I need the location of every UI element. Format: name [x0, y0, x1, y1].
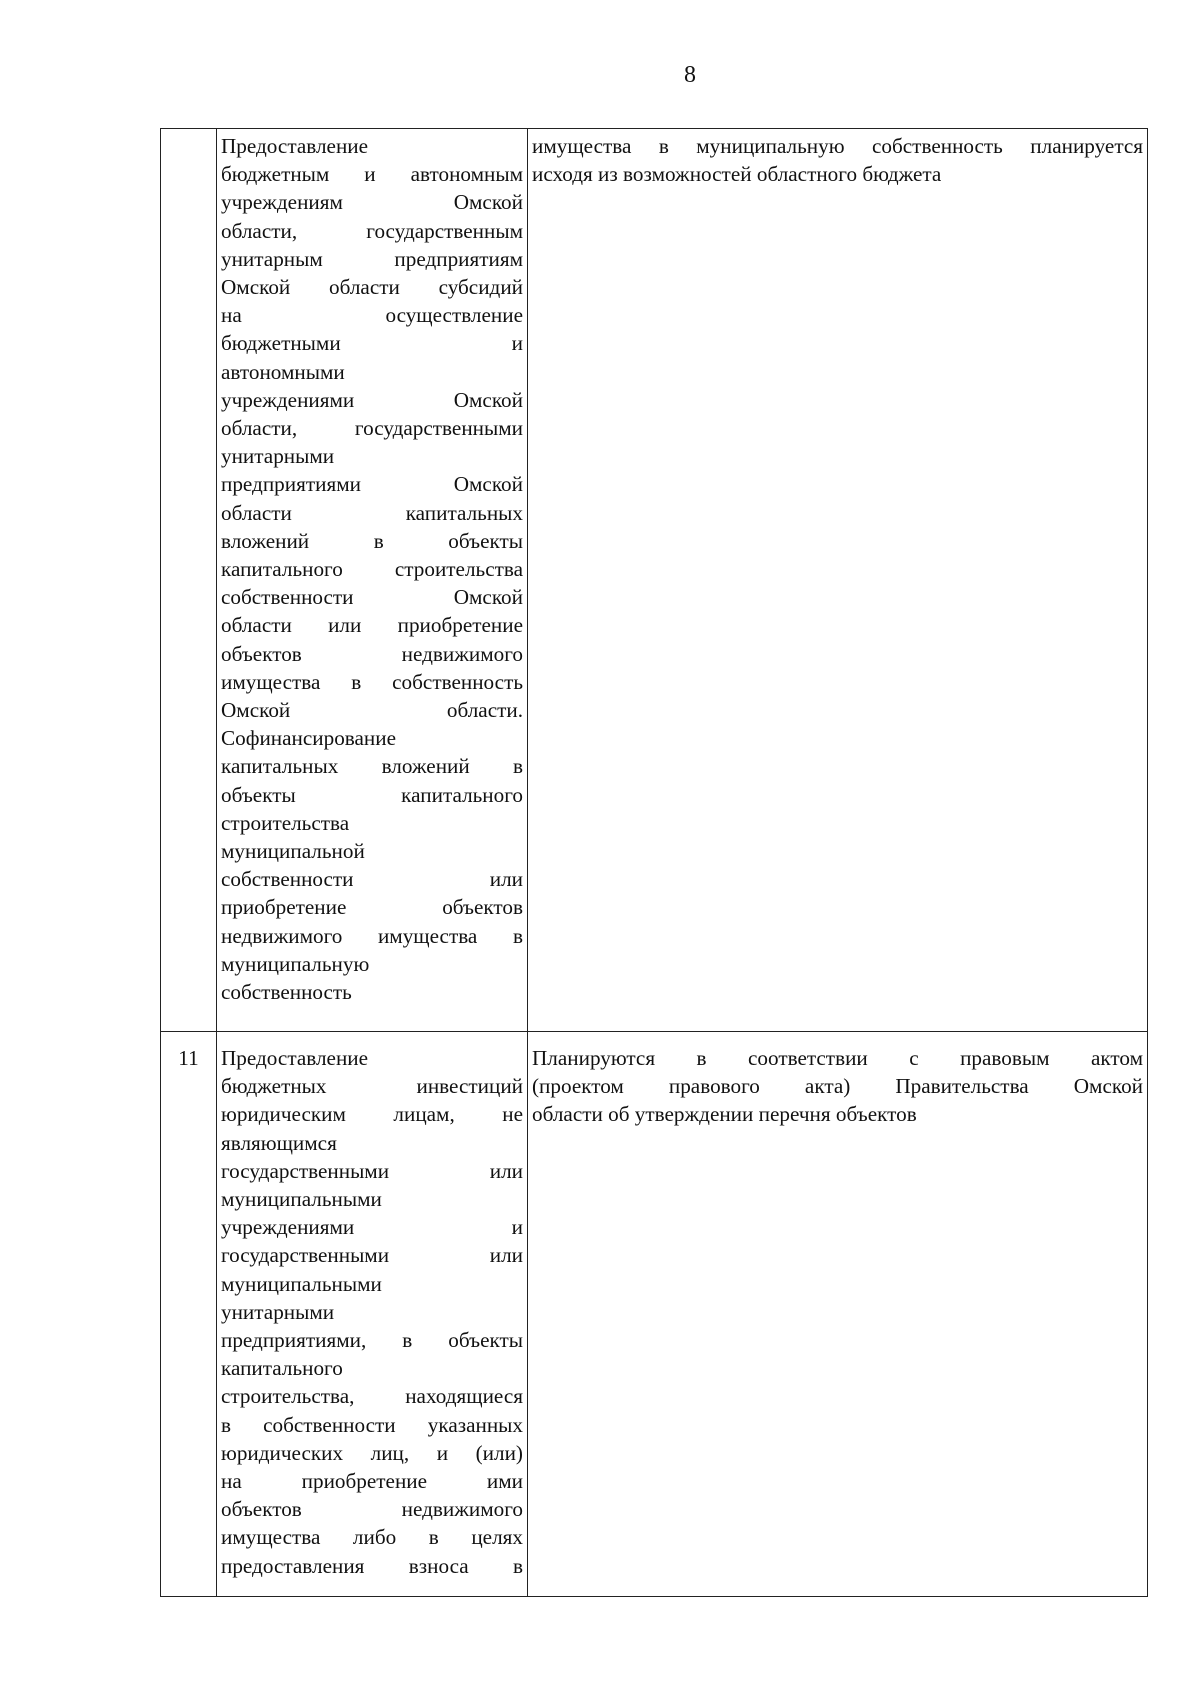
text-line: собственность — [221, 980, 352, 1005]
text-line: области об утверждении перечня объектов — [532, 1102, 917, 1127]
text-line: государственными или — [221, 1243, 523, 1268]
text-line: на осуществление — [221, 303, 523, 328]
text-line: имущества в собственность — [221, 669, 523, 694]
text-line: в собственности указанных — [221, 1412, 523, 1437]
description-cell — [217, 1032, 528, 1597]
description-cell — [217, 129, 528, 1032]
text-line: собственности или — [221, 867, 523, 892]
text-line: бюджетным и автономным — [221, 162, 523, 187]
text-line: области капитальных — [221, 500, 523, 525]
row-number-cell: 11 — [161, 1032, 217, 1597]
text-line: имущества в муниципальную собственность планируется — [532, 134, 1143, 158]
text-line: имущества либо в целях — [221, 1525, 523, 1550]
text-line: муниципальной — [221, 839, 365, 864]
text-line: Софинансирование — [221, 726, 397, 751]
text-line: являющимся — [221, 1130, 337, 1155]
text-line: учреждениям Омской — [221, 190, 523, 215]
text-line: области или приобретение — [221, 613, 523, 638]
text-line: предоставления взноса в — [221, 1553, 523, 1578]
text-line: юридическим лицам, не — [221, 1102, 523, 1127]
text-line: учреждениями и — [221, 1215, 523, 1240]
text-line: бюджетных инвестиций — [221, 1074, 523, 1099]
text-line: автономными — [221, 359, 345, 384]
text-line: (проектом правового акта) Правительства Омской — [532, 1074, 1143, 1099]
text-line: унитарным предприятиям — [221, 246, 523, 271]
text-line: строительства — [221, 810, 350, 835]
note-cell — [528, 129, 1148, 1032]
text-line: Предоставление — [221, 134, 369, 158]
text-line: предприятиями, в объекты — [221, 1328, 523, 1353]
text-line: вложений в объекты — [221, 528, 523, 553]
note-cell — [528, 1032, 1148, 1597]
text-line: Планируются в соответствии с правовым актом — [532, 1046, 1143, 1070]
page-number: 8 — [684, 62, 696, 88]
table-row — [161, 129, 1148, 1032]
text-line: капитального — [221, 1356, 343, 1381]
document-table — [160, 128, 1148, 1597]
text-line: унитарными — [221, 444, 335, 469]
table-row — [161, 1032, 1148, 1597]
text-line: учреждениями Омской — [221, 387, 523, 412]
text-line: собственности Омской — [221, 585, 523, 610]
text-line: объектов недвижимого — [221, 641, 523, 666]
text-line: области, государственным — [221, 218, 523, 243]
text-line: объекты капитального — [221, 782, 523, 807]
text-line: юридических лиц, и (или) — [221, 1440, 523, 1465]
text-line: Предоставление — [221, 1046, 369, 1070]
text-line: бюджетными и — [221, 331, 523, 356]
text-line: области, государственными — [221, 416, 523, 441]
text-line: Омской области. — [221, 698, 523, 723]
text-line: на приобретение ими — [221, 1469, 523, 1494]
row-number-cell — [161, 129, 217, 1032]
text-line: исходя из возможностей областного бюджета — [532, 162, 942, 187]
text-line: муниципальными — [221, 1271, 382, 1296]
text-line: унитарными — [221, 1299, 335, 1324]
text-line: Омской области субсидий — [221, 275, 523, 300]
text-line: государственными или — [221, 1158, 523, 1183]
text-line: муниципальную — [221, 951, 370, 976]
text-line: объектов недвижимого — [221, 1497, 523, 1522]
text-line: капитального строительства — [221, 557, 523, 582]
text-line: приобретение объектов — [221, 895, 523, 920]
text-line: муниципальными — [221, 1187, 382, 1212]
text-line: недвижимого имущества в — [221, 923, 523, 948]
text-line: строительства, находящиеся — [221, 1384, 523, 1409]
text-line: капитальных вложений в — [221, 754, 523, 779]
text-line: предприятиями Омской — [221, 472, 523, 497]
